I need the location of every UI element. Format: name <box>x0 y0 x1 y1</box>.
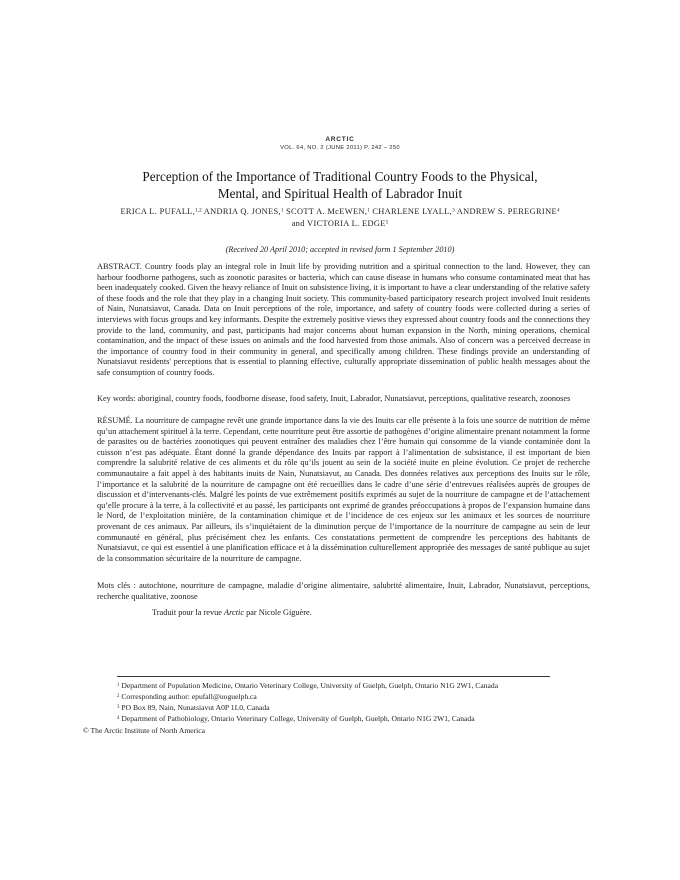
footnote-4 <box>83 713 595 724</box>
keywords-paragraph <box>97 394 590 405</box>
translation-suffix: par Nicole Giguère. <box>244 608 312 617</box>
author-5-name: ANDREW S. PEREGRINE <box>456 207 557 217</box>
resume-text: La nourriture de campagne revêt une grande importance dans la vie des Inuits car elle présente à la fois une source de nutrition de même qu’un attachement spirituel à la terre. Cependant, cette nourriture peut être assortie de pathogènes d’origine alimentaire prenant notamment la forme de parasites ou de bactéries zoonotiques qui peuvent entraîner des maladies chez l’être humain qui consomme de la viande contaminée dont la cuisson n’est pas adéquate. Étant donné la grande dépendance des Inuits par rapport à l’alimentation de subsistance, il est important de bien comprendre la salubrité relative de ces aliments et du rôle qu’ils jouent au sein de la société inuite en pleine évolution. Ce projet de recherche communautaire a fait appel à des habitants inuits de Nain, Nunatsiavut, au Canada. Des données relatives aux perceptions des Inuits sur le rôle, l’importance et la salubrité de la nourriture de campagne ont été recueillies dans le cadre d’une série d’entrevues réalisées auprès de groupes de discussion et d’intervenants-clés. Malgré les points de vue extrêmement positifs exprimés au sujet de la nourriture de campagne et de l’attachement qu’elle procure à la terre, à la collectivité et au passé, les participants ont exprimé de grandes préoccupations à propos de l’expansion humaine dans le Nord, de l’exploitation minière, de la contamination chimique et de l’incidence de ces enjeux sur les animaux et les sources de nourriture provenant de ces animaux. Par ailleurs, ils s’inquiétaient de la diminution perçue de l’importance de la nourriture de campagne au sein de leur communauté en général, plus précisément chez les enfants. Ces constatations permettent de comprendre les perceptions des habitants de Nunatsiavut, ce qui est essentiel à une planification efficace et à la dissémination culturellement appropriée des messages de santé publique au sujet de la consommation sécuritaire de la nourriture de campagne. <box>97 416 590 563</box>
journal-masthead <box>0 136 680 151</box>
author-4 <box>372 207 454 216</box>
author-6-prefix: and <box>291 219 308 229</box>
footnote-4-text: Department of Pathobiology, Ontario Veterinary College, University of Guelph, Guelph, Ontario N1G 2W1, Canada <box>121 714 475 724</box>
abstract-paragraph <box>97 262 590 379</box>
translation-prefix: Traduit pour la revue <box>152 608 225 617</box>
article-title <box>40 169 640 203</box>
footnotes-block <box>83 676 595 736</box>
mots-cles-text: autochtone, nourriture de campagne, maladie d’origine alimentaire, salubrité alimentaire, Inuit, Labrador, Nunatsiavut, perceptions, recherche qualitative, zoonose <box>97 581 590 601</box>
keywords-label: Key words: <box>97 394 136 403</box>
mots-cles-paragraph <box>97 581 590 602</box>
journal-name: ARCTIC <box>325 136 355 143</box>
article-title-line2: Mental, and Spiritual Health of Labrador Inuit <box>217 185 463 201</box>
resume-label: RÉSUMÉ. <box>97 416 133 425</box>
author-3 <box>286 207 370 216</box>
author-6-name: VICTORIA L. EDGE <box>307 219 386 229</box>
footnote-3 <box>83 702 595 713</box>
translation-credit <box>97 608 590 619</box>
author-6-affiliation-sup: 5 <box>385 219 389 226</box>
copyright-line: © The Arctic Institute of North America <box>83 726 206 736</box>
footnote-4-marker: 4 <box>117 716 120 722</box>
author-4-name: CHARLENE LYALL, <box>372 207 453 217</box>
abstract-label: ABSTRACT. <box>97 262 142 271</box>
abstract-text: Country foods play an integral role in Inuit life by providing nutrition and a spiritual connection to the land. However, they can harbour foodborne pathogens, such as zoonotic parasites or bacteria, which can cause disease in humans who consume contaminated meat that has been inadequately cooked. Given the heavy reliance of Inuit on subsistence living, it is important to have a clear understanding of the relative safety of these foods and the role that they play in a changing Inuit society. This community-based participatory research project involved Inuit residents of Nain, Nunatsiavut, Canada. Data on Inuit perceptions of the role, importance, and safety of country foods were collected during a series of interviews with focus groups and key informants. Despite the extremely positive views they expressed about country foods and the connections they provide to the land, community, and past, participants had major concerns about human expansion in the North, mining operations, chemical contamination, and the impact of these issues on animals and the food harvested from those animals. Also of concern was a perceived decrease in the importance of country food in their community in general, and specifically among children. These findings provide an understanding of Nunatsiavut residents' perceptions that is essential to planning effective, culturally appropriate dissemination of public health messages about the safe consumption of country foods. <box>97 262 590 377</box>
footnote-2-marker: 2 <box>117 694 120 700</box>
footnote-3-marker: 3 <box>117 705 120 711</box>
author-2-affiliation-sup: 1 <box>280 208 284 214</box>
author-1 <box>120 207 201 216</box>
footnote-1-text: Department of Population Medicine, Ontario Veterinary College, University of Guelph, Guelph, Ontario N1G 2W1, Canada <box>121 681 499 691</box>
resume-paragraph <box>97 416 590 564</box>
author-1-name: ERICA L. PUFALL, <box>120 207 196 217</box>
author-4-affiliation-sup: 3 <box>452 208 455 214</box>
article-title-line1: Perception of the Importance of Traditional Country Foods to the Physical, <box>142 169 538 184</box>
footnote-1 <box>83 680 595 691</box>
author-list <box>30 206 650 230</box>
footnote-2 <box>83 691 595 702</box>
author-3-affiliation-sup: 1 <box>367 208 370 214</box>
author-2-name: ANDRIA Q. JONES, <box>203 207 281 217</box>
footnote-3-text: PO Box 89, Nain, Nunatsiavut A0P 1L0, Canada <box>121 703 270 713</box>
author-2 <box>204 207 284 216</box>
footnote-1-marker: 1 <box>117 683 120 688</box>
author-5 <box>457 207 560 216</box>
author-3-name: SCOTT A. McEWEN, <box>286 207 368 217</box>
author-6 <box>292 219 389 228</box>
received-note: (Received 20 April 2010; accepted in revised form 1 September 2010) <box>225 245 455 254</box>
journal-issue-line: VOL. 64, NO. 2 (JUNE 2011) P. 242 – 250 <box>280 145 400 151</box>
footnote-divider <box>117 676 550 677</box>
keywords-text: aboriginal, country foods, foodborne disease, food safety, Inuit, Labrador, Nunatsiavut, perceptions, qualitative research, zoonoses <box>137 394 571 403</box>
author-5-affiliation-sup: 4 <box>556 208 560 214</box>
translation-journal-name: Arctic <box>224 608 245 617</box>
author-1-affiliation-sup: 1,2 <box>195 208 202 214</box>
footnote-2-text: Corresponding author: epufall@uoguelph.ca <box>121 692 257 702</box>
mots-cles-label: Mots clés : <box>97 581 136 590</box>
